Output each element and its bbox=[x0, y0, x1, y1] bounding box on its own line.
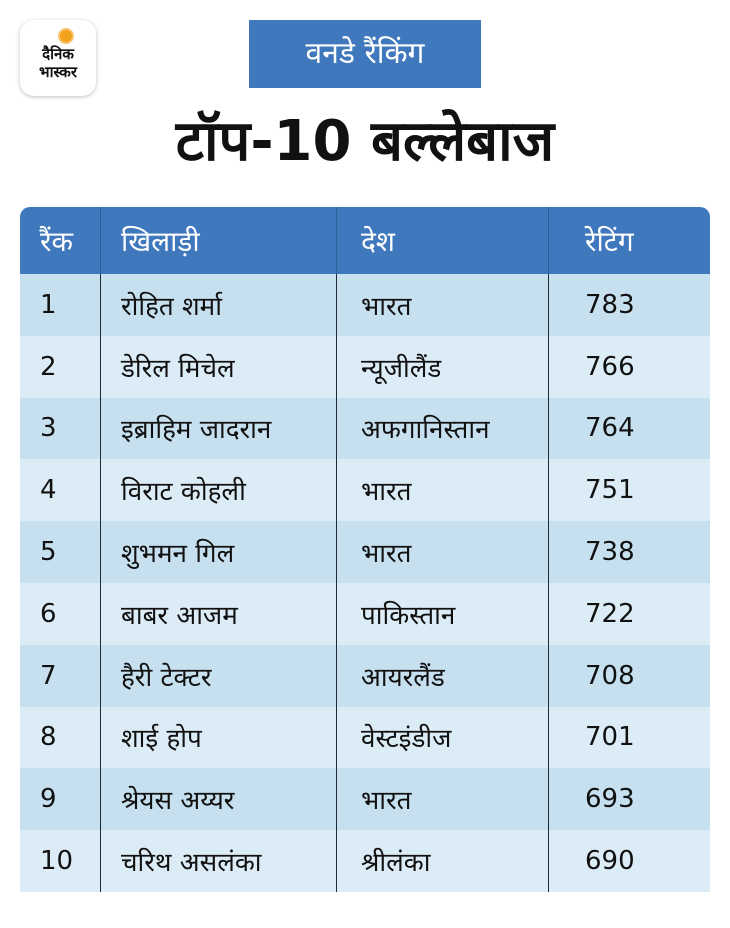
rating-cell: 783 bbox=[585, 289, 635, 320]
country-cell: अफगानिस्तान bbox=[337, 398, 549, 460]
rating-cell: 701 bbox=[585, 722, 635, 753]
dainik-bhaskar-logo bbox=[20, 20, 96, 96]
player-cell: शुभमन गिल bbox=[101, 521, 337, 583]
header-rating: रेटिंग bbox=[585, 224, 634, 258]
rank-cell: 5 bbox=[20, 521, 101, 583]
player-cell: बाबर आजम bbox=[101, 583, 337, 645]
rank-cell: 10 bbox=[20, 830, 101, 892]
rank-cell: 6 bbox=[20, 583, 101, 645]
rank-cell: 8 bbox=[20, 707, 101, 769]
rating-cell: 708 bbox=[585, 660, 635, 691]
rank-cell: 3 bbox=[20, 398, 101, 460]
rating-cell: 722 bbox=[585, 598, 635, 629]
rank-cell: 7 bbox=[20, 645, 101, 707]
country-cell: न्यूजीलैंड bbox=[337, 336, 549, 398]
country-cell: पाकिस्तान bbox=[337, 583, 549, 645]
rating-cell: 766 bbox=[585, 351, 635, 382]
rating-cell: 738 bbox=[585, 537, 635, 568]
table-row bbox=[20, 707, 710, 769]
player-cell: रोहित शर्मा bbox=[101, 274, 337, 336]
table-row bbox=[20, 336, 710, 398]
header-country: देश bbox=[337, 207, 549, 274]
country-cell: भारत bbox=[337, 521, 549, 583]
rank-cell: 1 bbox=[20, 274, 101, 336]
table-row bbox=[20, 830, 710, 892]
country-cell: भारत bbox=[337, 459, 549, 521]
player-cell: श्रेयस अय्यर bbox=[101, 768, 337, 830]
rank-cell: 2 bbox=[20, 336, 101, 398]
header-rank: रैंक bbox=[20, 207, 101, 274]
rank-cell: 4 bbox=[20, 459, 101, 521]
country-cell: वेस्टइंडीज bbox=[337, 707, 549, 769]
player-cell: चरिथ असलंका bbox=[101, 830, 337, 892]
table-row bbox=[20, 459, 710, 521]
rating-cell: 764 bbox=[585, 413, 635, 444]
player-cell: शाई होप bbox=[101, 707, 337, 769]
ranking-table bbox=[20, 207, 710, 892]
country-cell: श्रीलंका bbox=[337, 830, 549, 892]
country-cell: भारत bbox=[337, 768, 549, 830]
table-row bbox=[20, 645, 710, 707]
player-cell: हैरी टेक्टर bbox=[101, 645, 337, 707]
logo-line-2: भास्कर bbox=[39, 63, 77, 81]
country-cell: आयरलैंड bbox=[337, 645, 549, 707]
player-cell: विराट कोहली bbox=[101, 459, 337, 521]
table-row bbox=[20, 768, 710, 830]
table-row bbox=[20, 398, 710, 460]
rating-cell: 751 bbox=[585, 475, 635, 506]
header-player: खिलाड़ी bbox=[101, 207, 337, 274]
rank-cell: 9 bbox=[20, 768, 101, 830]
sun-icon bbox=[60, 30, 72, 42]
table-row bbox=[20, 583, 710, 645]
rating-cell: 693 bbox=[585, 784, 635, 815]
table-header-row bbox=[20, 207, 710, 274]
player-cell: डेरिल मिचेल bbox=[101, 336, 337, 398]
player-cell: इब्राहिम जादरान bbox=[101, 398, 337, 460]
category-badge: वनडे रैंकिंग bbox=[249, 20, 481, 88]
logo-line-1: दैनिक bbox=[42, 45, 74, 63]
page-title: टॉप-10 बल्लेबाज bbox=[175, 109, 555, 174]
table-row bbox=[20, 274, 710, 336]
country-cell: भारत bbox=[337, 274, 549, 336]
rating-cell: 690 bbox=[585, 846, 635, 877]
table-row bbox=[20, 521, 710, 583]
